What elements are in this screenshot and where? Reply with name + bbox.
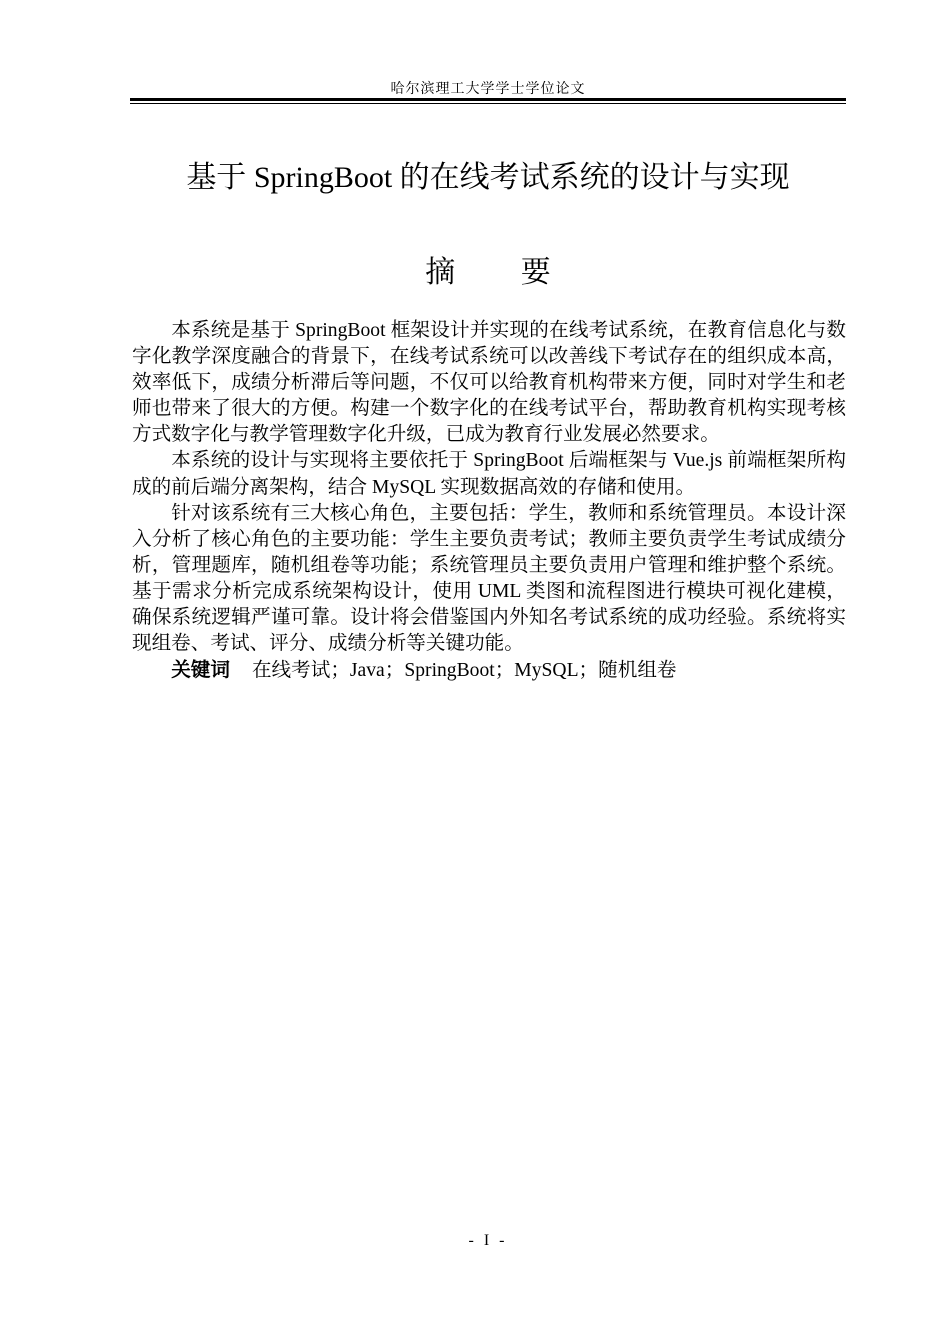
keywords-label: 关键词 xyxy=(171,658,230,682)
page-number: - I - xyxy=(468,1232,508,1249)
header-rule-thin xyxy=(130,103,846,104)
abstract-paragraph-1: 本系统是基于 SpringBoot 框架设计并实现的在线考试系统，在教育信息化与数字化教学深度融合的背景下，在线考试系统可以改善线下考试存在的组织成本高，效率低下，成绩分析滞后等问题，不仅可以给教育机构带来方便，同时对学生和老师也带来了很大的方便。构建一个数字化的在线考试平台，帮助教育机构实现考核方式数字化与教学管理数字化升级，已成为教育行业发展必然要求。 xyxy=(132,320,846,446)
abstract-paragraph-2: 本系统的设计与实现将主要依托于 SpringBoot 后端框架与 Vue.js 前端框架所构成的前后端分离架构，结合 MySQL 实现数据高效的存储和使用。 xyxy=(132,450,846,498)
abstract-paragraph-3: 针对该系统有三大核心角色，主要包括：学生，教师和系统管理员。本设计深入分析了核心角色的主要功能：学生主要负责考试；教师主要负责学生考试成绩分析，管理题库，随机组卷等功能；系统管理员主要负责用户管理和维护整个系统。基于需求分析完成系统架构设计，使用 UML 类图和流程图进行模块可视化建模，确保系统逻辑严谨可靠。设计将会借鉴国内外知名考试系统的成功经验。系统将实现组卷、考试、评分、成绩分析等关键功能。 xyxy=(132,502,846,655)
title-latin: SpringBoot xyxy=(246,161,400,194)
thesis-title xyxy=(80,152,896,196)
abstract-body xyxy=(132,318,846,684)
title-prefix: 基于 xyxy=(186,160,247,195)
abstract-heading: 摘 要 xyxy=(425,255,551,290)
keywords-line xyxy=(132,657,846,684)
keywords-list: 在线考试；Java；SpringBoot；MySQL；随机组卷 xyxy=(251,660,677,682)
title-suffix: 的在线考试系统的设计与实现 xyxy=(399,160,790,195)
running-header: 哈尔滨理工大学学士学位论文 xyxy=(390,82,586,97)
header-rule-thick xyxy=(130,98,846,101)
